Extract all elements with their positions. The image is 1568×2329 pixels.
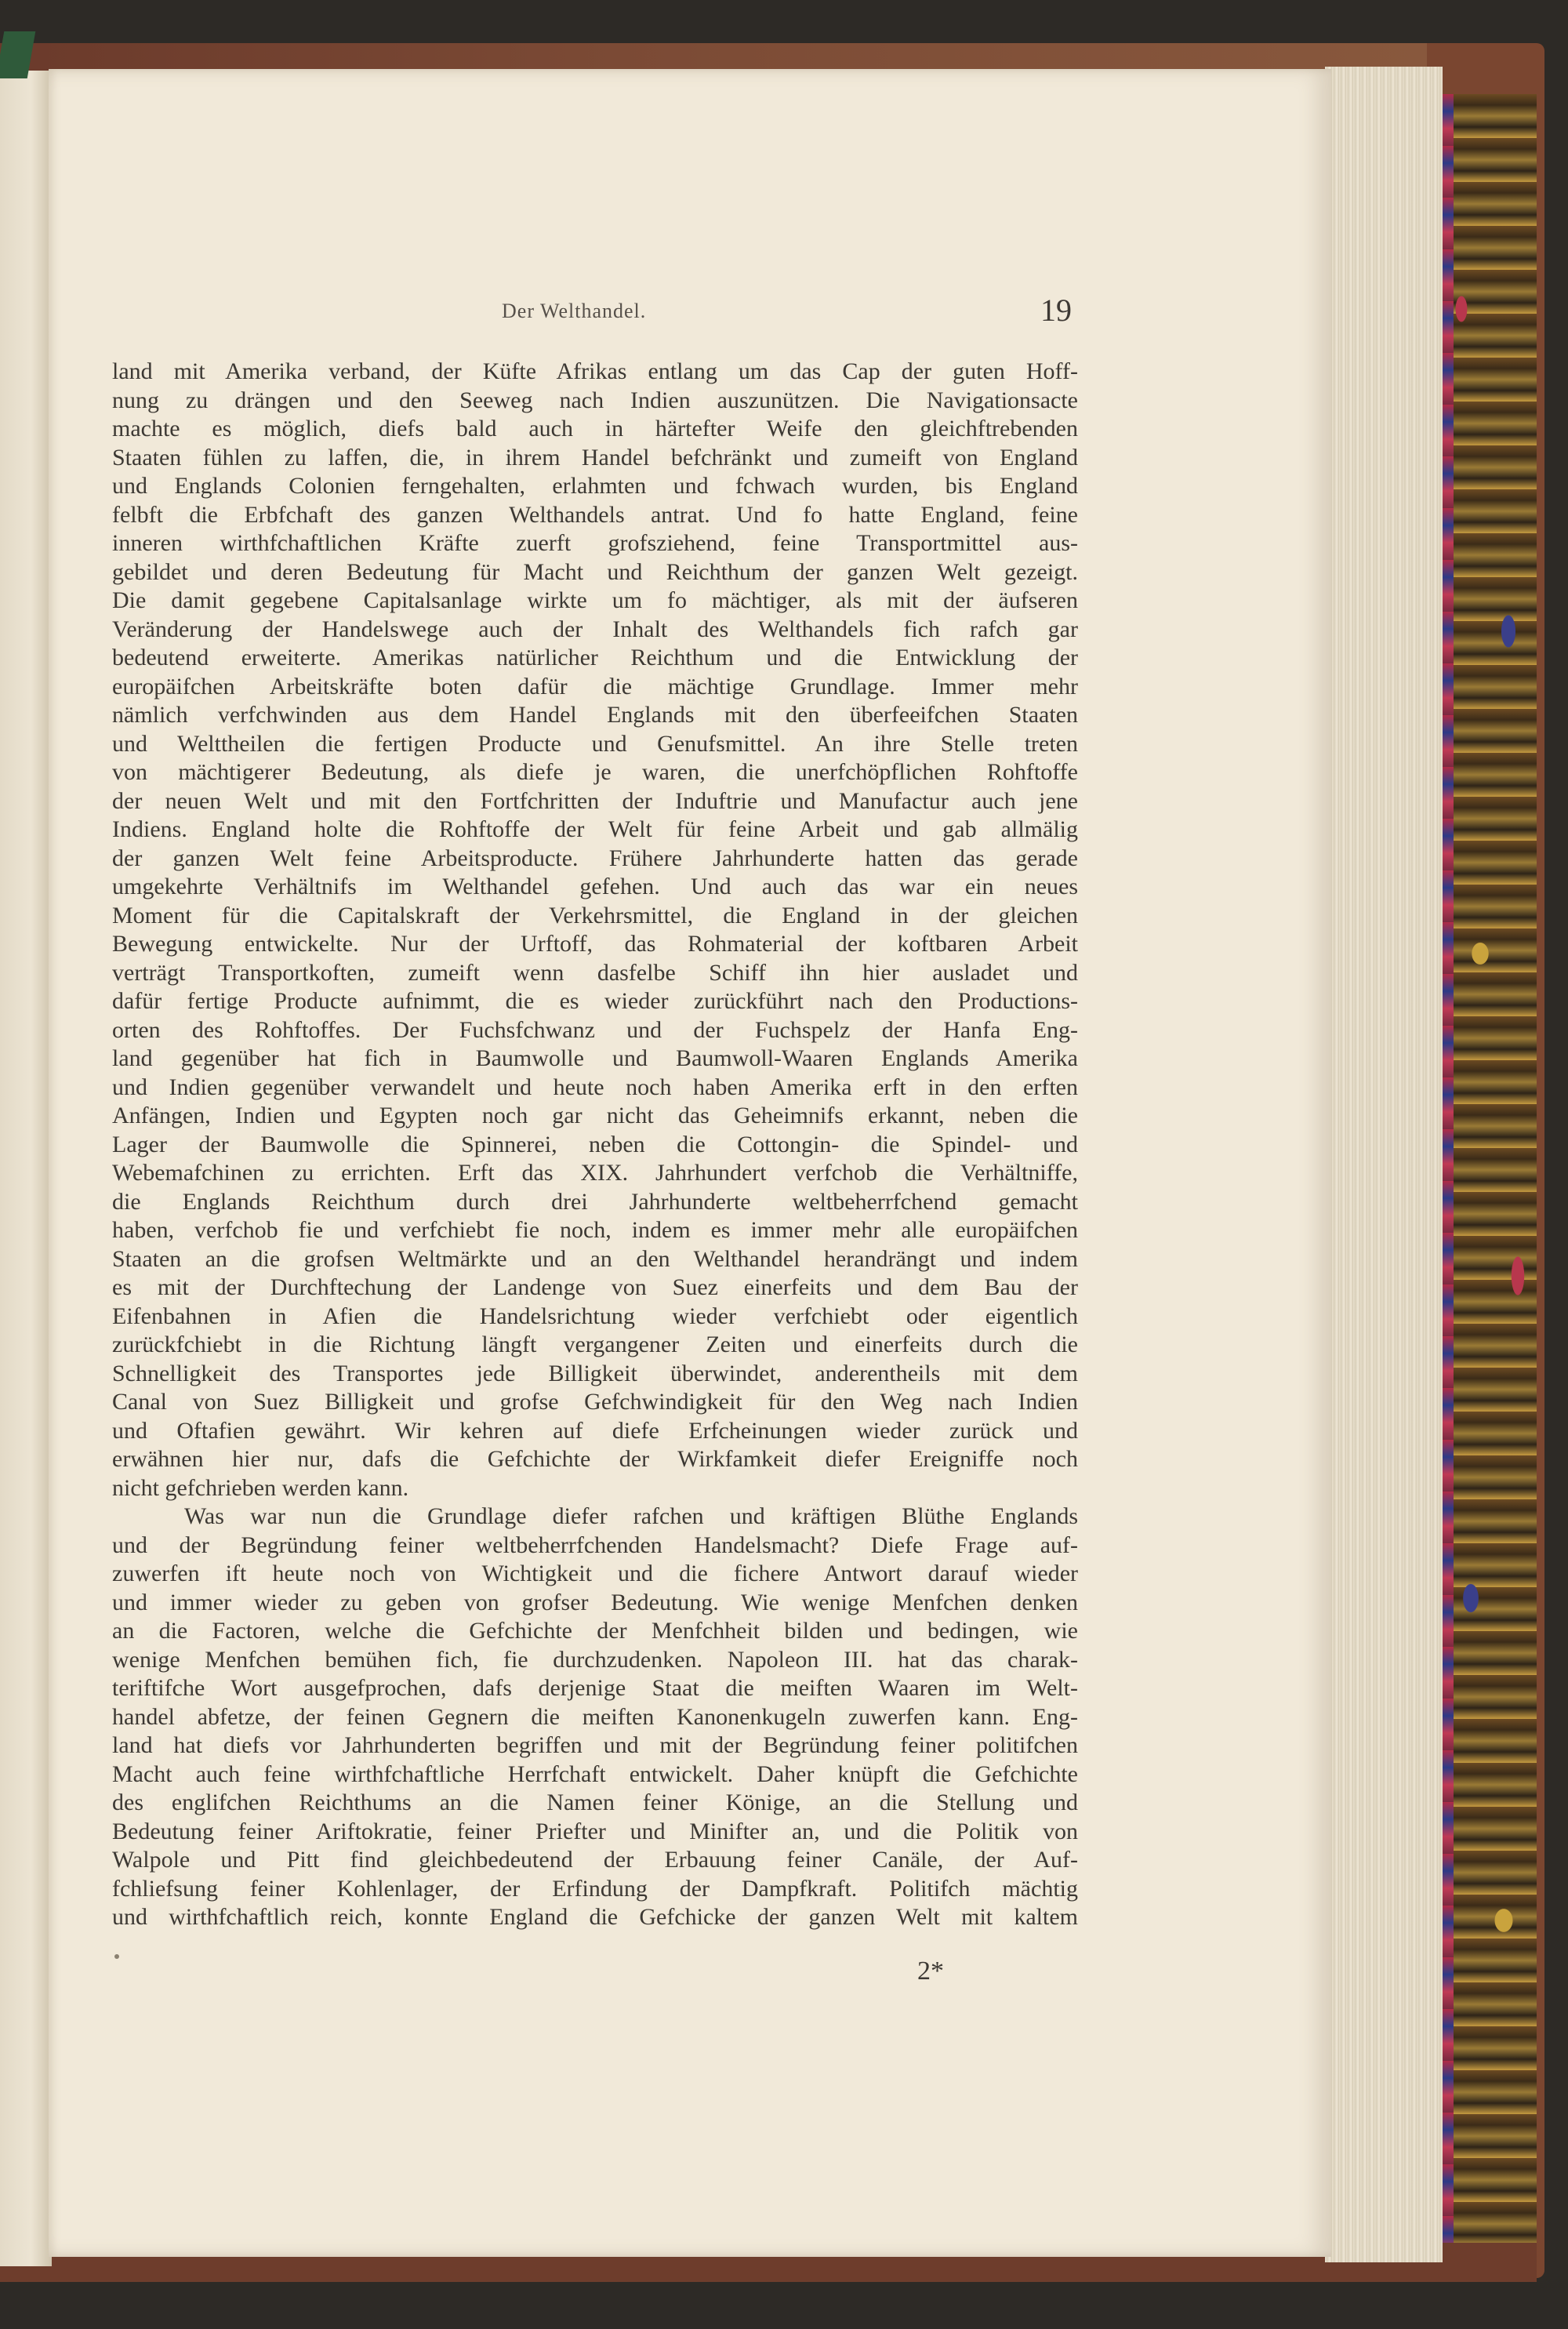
text-line: Die damit gegebene Capitalsanlage wirkte um fo mächtiger, als mit der äufseren <box>112 587 1078 613</box>
text-line: Staaten an die grofsen Weltmärkte und an den Welthandel herandrängt und indem <box>112 1245 1078 1272</box>
text-line: nung zu drängen und den Seeweg nach Indien auszunützen. Die Navigationsacte <box>112 387 1078 413</box>
body-text <box>112 358 1078 1932</box>
text-line: Eifenbahnen in Afien die Handelsrichtung wieder verfchiebt oder eigentlich <box>112 1303 1078 1329</box>
text-line: umgekehrte Verhältnifs im Welthandel gefehen. Und auch das war ein neues <box>112 874 1078 899</box>
text-line: Was war nun die Grundlage diefer rafchen und kräftigen Blüthe Englands <box>184 1503 1078 1529</box>
text-line: handel abfetze, der feinen Gegnern die meiften Kanonenkugeln zuwerfen kann. Eng- <box>112 1703 1078 1730</box>
text-line: land hat diefs vor Jahrhunderten begriffen und mit der Begründung feiner politifchen <box>112 1732 1078 1758</box>
text-line: von mächtigerer Bedeutung, als diefe je waren, die unerfchöpflichen Rohftoffe <box>112 759 1078 785</box>
text-line: Moment für die Capitalskraft der Verkehrsmittel, die England in der gleichen <box>112 902 1078 928</box>
text-line: land gegenüber hat fich in Baumwolle und Baumwoll-Waaren Englands Amerika <box>112 1045 1078 1071</box>
text-line: Veränderung der Handelswege auch der Inhalt des Welthandels fich rafch gar <box>112 616 1078 642</box>
text-line: teriftifche Wort ausgefprochen, dafs derjenige Staat die meiften Waaren im Welt- <box>112 1675 1078 1701</box>
text-line: der neuen Welt und mit den Fortfchritten der Induftrie und Manufactur auch jene <box>112 787 1078 814</box>
paper-speck <box>114 1954 119 1959</box>
text-line: verträgt Transportkoften, zumeift wenn dasfelbe Schiff ihn hier ausladet und <box>112 959 1078 986</box>
text-line: machte es möglich, diefs bald auch in härtefter Weife den gleichftrebenden <box>112 416 1078 441</box>
page-number: 19 <box>1040 292 1072 328</box>
text-line: und Englands Colonien ferngehalten, erlahmten und fchwach wurden, bis England <box>112 473 1078 499</box>
text-line: die Englands Reichthum durch drei Jahrhunderte weltbeherrfchend gemacht <box>112 1188 1078 1215</box>
text-line: Macht auch feine wirthfchaftliche Herrfchaft entwickelt. Daher knüpft die Gefchichte <box>112 1760 1078 1787</box>
text-line: nämlich verfchwinden aus dem Handel Englands mit den überfeeifchen Staaten <box>112 702 1078 728</box>
text-line: europäifchen Arbeitskräfte boten dafür die mächtige Grundlage. Immer mehr <box>112 673 1078 699</box>
text-line: inneren wirthfchaftlichen Kräfte zuerft grofsziehend, feine Transportmittel aus- <box>112 530 1078 556</box>
text-line: und Oftafien gewährt. Wir kehren auf diefe Erfcheinungen wieder zurück und <box>112 1417 1078 1444</box>
text-line: erwähnen hier nur, dafs die Gefchichte der Wirkfamkeit diefer Ereigniffe noch <box>112 1446 1078 1472</box>
text-line: haben, verfchob fie und verfchiebt fie noch, indem es immer mehr alle europäifchen <box>112 1217 1078 1243</box>
text-line: Canal von Suez Billigkeit und grofse Gefchwindigkeit für den Weg nach Indien <box>112 1389 1078 1415</box>
marbled-fore-edge <box>1443 94 1537 2243</box>
text-line: wenige Menfchen bemühen fich, fie durchzudenken. Napoleon III. hat das charak- <box>112 1646 1078 1673</box>
text-line: zurückfchiebt in die Richtung längft vergangener Zeiten und einerfeits durch die <box>112 1332 1078 1357</box>
text-line: und Welttheilen die fertigen Producte und Genufsmittel. An ihre Stelle treten <box>112 730 1078 757</box>
text-line: land mit Amerika verband, der Küfte Afrikas entlang um das Cap der guten Hoff- <box>112 358 1078 384</box>
text-line: und Indien gegenüber verwandelt und heute noch haben Amerika erft in den erften <box>112 1074 1078 1100</box>
text-line: Schnelligkeit des Transportes jede Billigkeit überwindet, anderentheils mit dem <box>112 1360 1078 1386</box>
text-line: es mit der Durchftechung der Landenge von Suez einerfeits und dem Bau der <box>112 1274 1078 1300</box>
text-line: Lager der Baumwolle die Spinnerei, neben die Cottongin- die Spindel- und <box>112 1131 1078 1157</box>
text-line: bedeutend erweiterte. Amerikas natürlicher Reichthum und die Entwicklung der <box>112 645 1078 670</box>
page-stack-edge <box>1325 67 1443 2262</box>
text-line: Bewegung entwickelte. Nur der Urftoff, das Rohmaterial der koftbaren Arbeit <box>112 931 1078 957</box>
text-line: fchliefsung feiner Kohlenlager, der Erfindung der Dampfkraft. Politifch mächtig <box>112 1875 1078 1902</box>
left-page-edge <box>0 71 52 2266</box>
text-line: der ganzen Welt feine Arbeitsproducte. Frühere Jahrhunderte hatten das gerade <box>112 845 1078 871</box>
text-line: Staaten fühlen zu laffen, die, in ihrem Handel befchränkt und zumeift von England <box>112 444 1078 471</box>
text-line: an die Factoren, welche die Gefchichte der Menfchheit bilden und bedingen, wie <box>112 1618 1078 1644</box>
text-line: Webemafchinen zu errichten. Erft das XIX. Jahrhundert verfchob die Verhältniffe, <box>112 1160 1078 1186</box>
text-line: Bedeutung feiner Ariftokratie, feiner Priefter und Minifter an, und die Politik von <box>112 1818 1078 1844</box>
text-line: Indiens. England holte die Rohftoffe der Welt für feine Arbeit und gab allmälig <box>112 816 1078 842</box>
text-line: Walpole und Pitt find gleichbedeutend der Erbauung feiner Canäle, der Auf- <box>112 1847 1078 1873</box>
text-line: und der Begründung feiner weltbeherrfchenden Handelsmacht? Diefe Frage auf- <box>112 1531 1078 1558</box>
text-line: des englifchen Reichthums an die Namen feiner Könige, an die Stellung und <box>112 1789 1078 1815</box>
text-line: orten des Rohftoffes. Der Fuchsfchwanz und der Fuchspelz der Hanfa Eng- <box>112 1016 1078 1043</box>
text-line: felbft die Erbfchaft des ganzen Welthandels antrat. Und fo hatte England, feine <box>112 501 1078 528</box>
text-line: gebildet und deren Bedeutung für Macht und Reichthum der ganzen Welt gezeigt. <box>112 558 1078 585</box>
text-line: dafür fertige Producte aufnimmt, die es wieder zurückführt nach den Productions- <box>112 988 1078 1014</box>
text-line: nicht gefchrieben werden kann. <box>112 1474 409 1501</box>
signature-mark: 2* <box>917 1957 944 1986</box>
text-line: und immer wieder zu geben von grofser Bedeutung. Wie wenige Menfchen denken <box>112 1589 1078 1615</box>
text-line: Anfängen, Indien und Egypten noch gar nicht das Geheimnifs erkannt, neben die <box>112 1103 1078 1128</box>
text-line: zuwerfen ift heute noch von Wichtigkeit und die fichere Antwort darauf wieder <box>112 1561 1078 1586</box>
running-head: Der Welthandel. <box>502 300 647 322</box>
text-line: und wirthfchaftlich reich, konnte England die Gefchicke der ganzen Welt mit kaltem <box>112 1904 1078 1930</box>
